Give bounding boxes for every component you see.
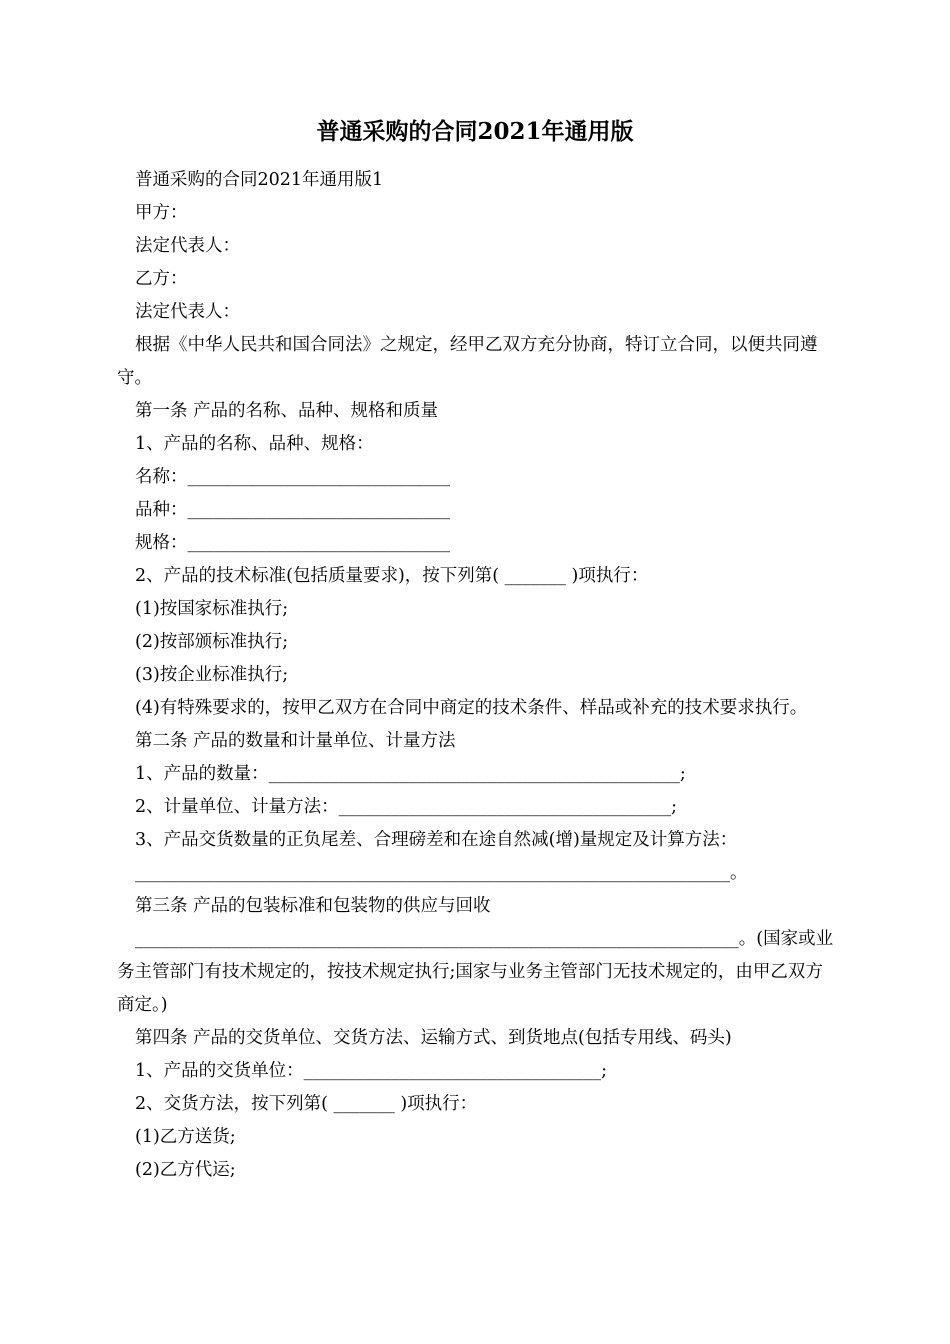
fill-in-line: 规格：______________________________ xyxy=(135,533,450,553)
paragraph: 3、产品交货数量的正负尾差、合理磅差和在途自然减(增)量规定及计算方法： xyxy=(135,830,738,850)
list-item: (3)按企业标准执行; xyxy=(135,665,289,685)
list-item: (2)乙方代运; xyxy=(135,1160,236,1180)
paragraph: 2、产品的技术标准(包括质量要求)，按下列第( _______ )项执行： xyxy=(135,566,649,586)
fill-in-line: ____________________________________________________________________。 xyxy=(135,863,748,883)
list-item: (4)有特殊要求的，按甲乙双方在合同中商定的技术条件、样品或补充的技术要求执行。 xyxy=(135,698,808,718)
fill-in-line: 名称：______________________________ xyxy=(135,467,450,487)
paragraph: 法定代表人： xyxy=(135,236,240,256)
fill-in-line: 2、计量单位、计量方法：______________________________________; xyxy=(135,797,678,817)
section-heading: 第三条 产品的包装标准和包装物的供应与回收 xyxy=(135,896,491,916)
paragraph: 甲方： xyxy=(135,203,188,223)
list-item: (2)按部颁标准执行; xyxy=(135,632,289,652)
paragraph: 法定代表人： xyxy=(135,302,240,322)
fill-in-line: _____________________________________________________________________。(国家或业务主管部门有技术规定的，按技术规定执行;国家与业务主管部门无技术规定的，由甲乙双方商定。) xyxy=(117,929,834,1015)
section-heading: 第二条 产品的数量和计量单位、计量方法 xyxy=(135,731,456,751)
list-item: (1)按国家标准执行; xyxy=(135,599,289,619)
paragraph: 乙方： xyxy=(135,269,188,289)
section-heading: 第四条 产品的交货单位、交货方法、运输方式、到货地点(包括专用线、码头) xyxy=(135,1028,732,1048)
paragraph: 根据《中华人民共和国合同法》之规定，经甲乙双方充分协商，特订立合同，以便共同遵守。 xyxy=(117,335,818,388)
paragraph: 2、交货方法，按下列第( _______ )项执行： xyxy=(135,1094,478,1114)
paragraph: 1、产品的名称、品种、规格： xyxy=(135,434,374,454)
document-title: 普通采购的合同2021年通用版 xyxy=(316,118,634,145)
paragraph: 普通采购的合同2021年通用版1 xyxy=(135,170,384,190)
section-heading: 第一条 产品的名称、品种、规格和质量 xyxy=(135,401,439,421)
fill-in-line: 品种：______________________________ xyxy=(135,500,450,520)
document-body xyxy=(117,164,837,1187)
fill-in-line: 1、产品的数量：_______________________________________________; xyxy=(135,764,686,784)
fill-in-line: 1、产品的交货单位：__________________________________; xyxy=(135,1061,608,1081)
list-item: (1)乙方送货; xyxy=(135,1127,236,1147)
